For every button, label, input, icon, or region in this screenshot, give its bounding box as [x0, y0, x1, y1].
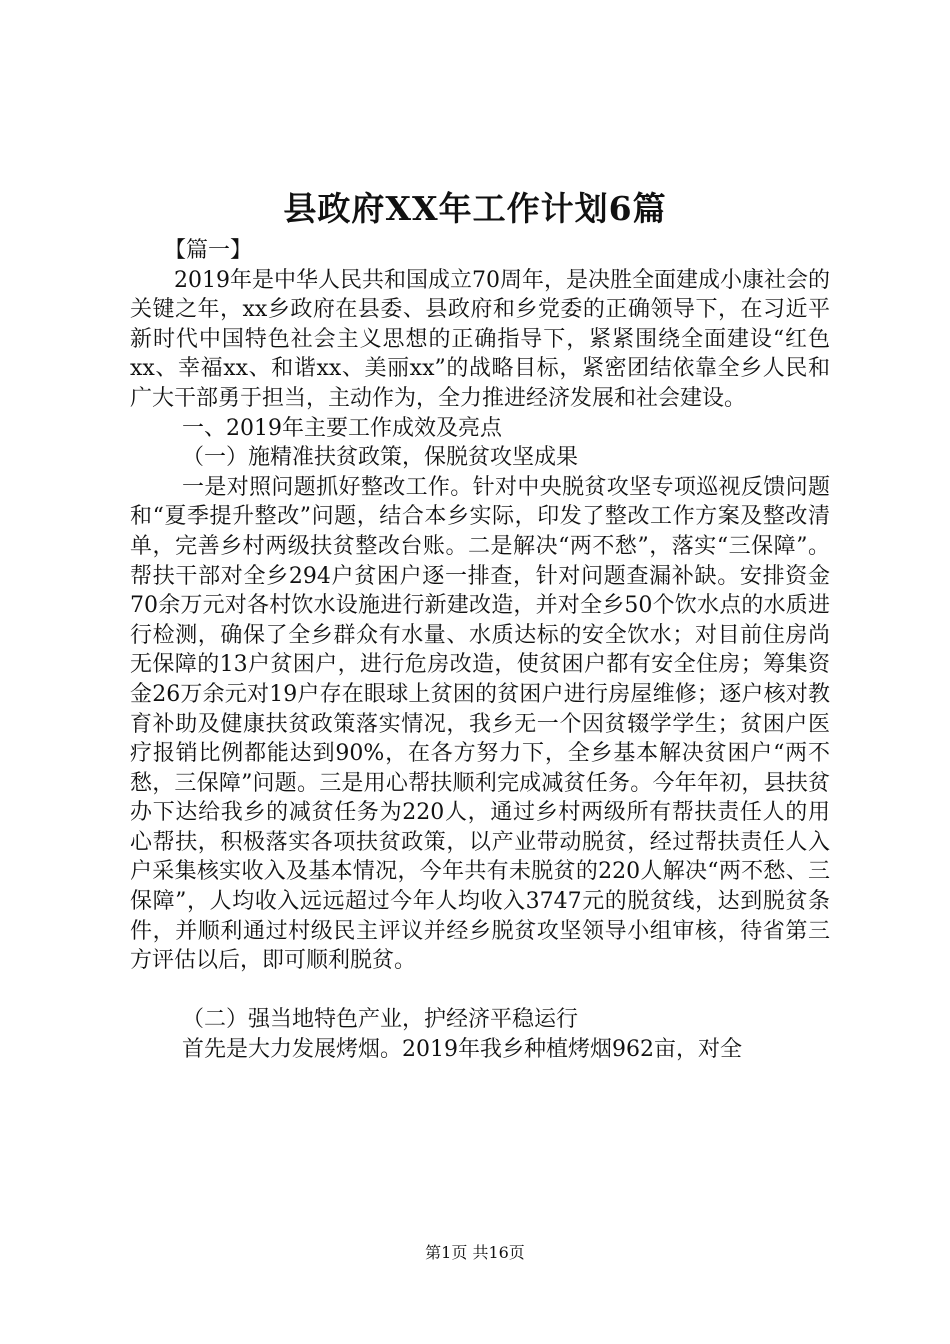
- paragraph-poverty-alleviation: 一是对照问题抓好整改工作。针对中央脱贫攻坚专项巡视反馈问题和“夏季提升整改”问题，结合本乡实际，印发了整改工作方案及整改清单，完善乡村两级扶贫整改台账。二是解决“两不愁”，落实“三保障”。帮扶干部对全乡294户贫困户逐一排查，针对问题查漏补缺。安排资金70余万元对各村饮水设施进行新建改造，并对全乡50个饮水点的水质进行检测，确保了全乡群众有水量、水质达标的安全饮水；对目前住房尚无保障的13户贫困户，进行危房改造，使贫困户都有安全住房；筹集资金26万余元对19户存在眼球上贫困的贫困户进行房屋维修；逐户核对教育补助及健康扶贫政策落实情况，我乡无一个因贫辍学学生；贫困户医疗报销比例都能达到90%，在各方努力下，全乡基本解决贫困户“两不愁，三保障”问题。三是用心帮扶顺利完成减贫任务。今年年初，县扶贫办下达给我乡的减贫任务为220人，通过乡村两级所有帮扶责任人的用心帮扶，积极落实各项扶贫政策，以产业带动脱贫，经过帮扶责任人入户采集核实收入及基本情况，今年共有未脱贫的220人解决“两不愁、三保障”，人均收入远远超过今年人均收入3747元的脱贫线，达到脱贫条件，并顺利通过村级民主评议并经乡脱贫攻坚领导小组审核，待省第三方评估以后，即可顺利脱贫。: [130, 474, 830, 974]
- page-footer: 第1页 共16页: [425, 1243, 525, 1262]
- paragraph-gap: [130, 976, 830, 1006]
- heading-level-1: 一、2019年主要工作成效及亮点: [182, 415, 502, 441]
- heading-level-2: （一）施精准扶贫政策，保脱贫攻坚成果: [182, 445, 579, 471]
- heading-level-2: （二）强当地特色产业，护经济平稳运行: [182, 1007, 579, 1033]
- section-label: 【篇一】: [164, 238, 253, 263]
- paragraph-intro: 2019年是中华人民共和国成立70周年，是决胜全面建成小康社会的关键之年，xx乡政府在县委、县政府和乡党委的正确领导下，在习近平新时代中国特色社会主义思想的正确指导下，紧紧围绕全面建设“红色xx、幸福xx、和谐xx、美丽xx”的战略目标，紧密团结依靠全乡人民和广大干部勇于担当，主动作为，全力推进经济发展和社会建设。: [130, 267, 830, 411]
- paragraph-tobacco: 首先是大力发展烤烟。2019年我乡种植烤烟962亩，对全: [182, 1037, 742, 1063]
- document-body: [130, 236, 830, 1065]
- document-title: 县政府XX年工作计划6篇: [283, 189, 667, 228]
